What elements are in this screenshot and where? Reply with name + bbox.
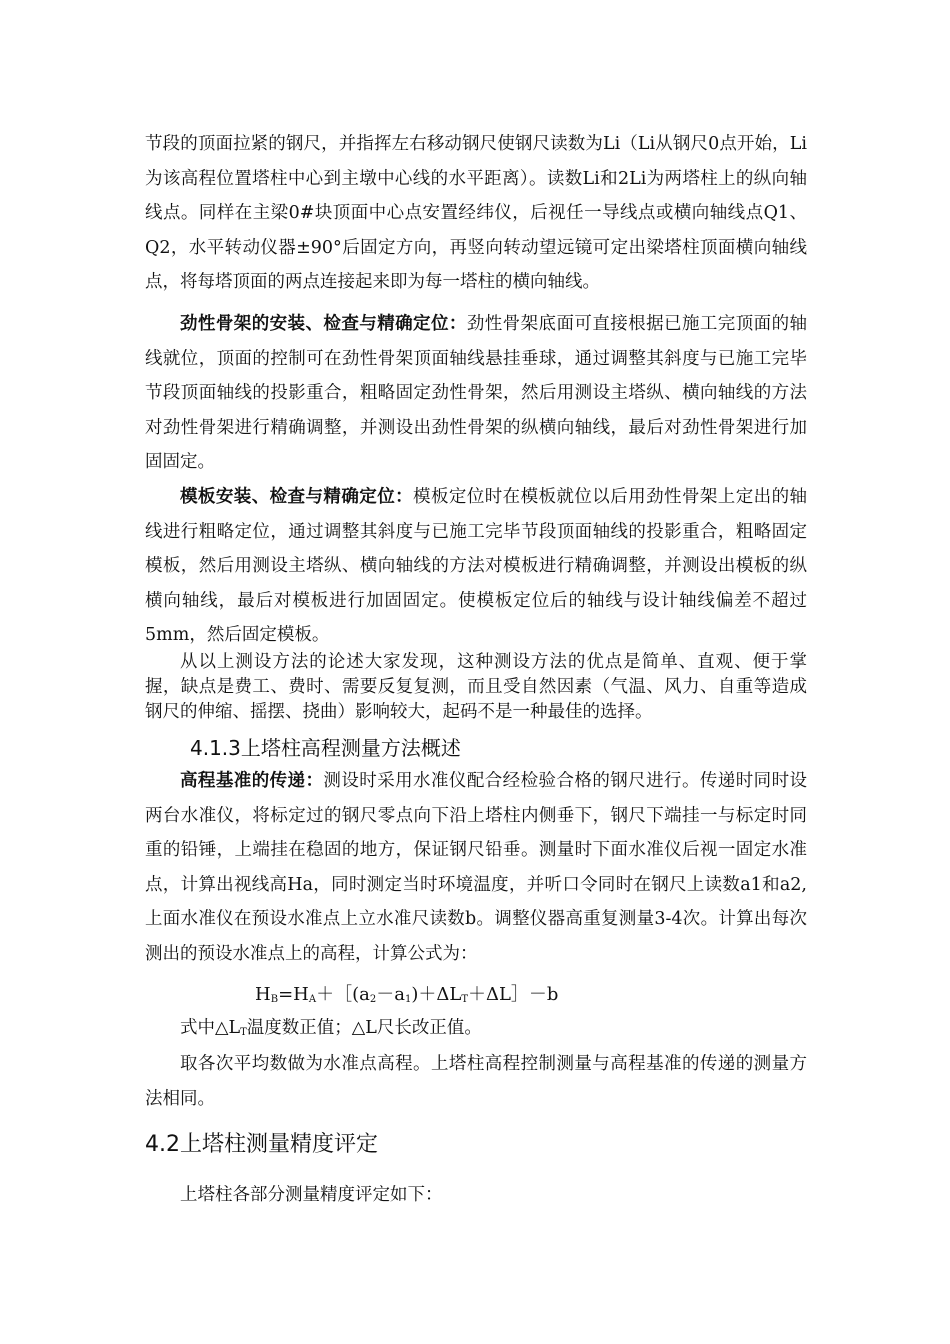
paragraph-text: 模板定位时在模板就位以后用劲性骨架上定出的轴线进行粗略定位，通过调整其斜度与已施工完毕节段顶面轴线的投影重合，粗略固定模板，然后用测设主塔纵、横向轴线的方法对模板进行精确调整，并测设出模板的纵横向轴线，最后对模板进行加固固定。使模板定位后的轴线与设计轴线偏差不超过5mm，然后固定模板。: [145, 487, 808, 646]
paragraph-accuracy-intro: [145, 1178, 807, 1213]
paragraph-evaluation: [145, 650, 807, 726]
paragraph-lead: 模板安装、检查与精确定位：: [180, 487, 414, 507]
paragraph-elevation-transfer: [145, 764, 807, 972]
paragraph-text: 劲性骨架底面可直接根据已施工完顶面的轴线就位，顶面的控制可在劲性骨架顶面轴线悬挂垂球，通过调整其斜度与已施工完毕节段顶面轴线的投影重合，粗略固定劲性骨架，然后用测设主塔纵、横向轴线的方法对劲性骨架进行精确调整，并测设出劲性骨架的纵横向轴线，最后对劲性骨架进行加固固定。: [145, 314, 808, 473]
paragraph-axis-points: [145, 127, 807, 300]
paragraph-text: 测设时采用水准仪配合经检验合格的钢尺进行。传递时同时设两台水准仪，将标定过的钢尺零点向下沿上塔柱内侧垂下，钢尺下端挂一与标定时同重的铅锤，上端挂在稳固的地方，保证钢尺铅垂。测量时下面水准仪后视一固定水准点，计算出视线高Ha，同时测定当时环境温度，并听口令同时在钢尺上读数a1和a2,上面水准仪在预设水准点上立水准尺读数b。调整仪器高重复测量3-4次。计算出每次测出的预设水准点上的高程，计算公式为：: [145, 771, 808, 964]
paragraph-text: 从以上测设方法的论述大家发现，这种测设方法的优点是简单、直观、便于掌握，缺点是费工、费时、需要反复复测，而且受自然因素（气温、风力、自重等造成钢尺的伸缩、摇摆、挠曲）影响较大，起码不是一种最佳的选择。: [145, 652, 807, 723]
paragraph-lead: 高程基准的传递：: [180, 771, 324, 791]
paragraph-correction-note: 式中$\triangle L_T$温度数正值；△L尺长改正值。: [180, 1018, 482, 1038]
paragraph-formwork: [145, 480, 807, 653]
paragraph-text: 上塔柱各部分测量精度评定如下：: [180, 1185, 443, 1205]
paragraph-text: 取各次平均数做为水准点高程。上塔柱高程控制测量与高程基准的传递的测量方法相同。: [145, 1054, 807, 1109]
paragraph-skeleton: [145, 307, 807, 480]
paragraph-lead: 劲性骨架的安装、检查与精确定位：: [180, 314, 467, 334]
paragraph-text: 节段的顶面拉紧的钢尺，并指挥左右移动钢尺使钢尺读数为Li（Li从钢尺0点开始，Li为该高程位置塔柱中心到主墩中心线的水平距离）。读数Li和2Li为两塔柱上的纵向轴线点。同样在主梁0#块顶面中心点安置经纬仪，后视任一导线点或横向轴线点Q1、Q2，水平转动仪器±90°后固定方向，再竖向转动望远镜可定出梁塔柱顶面横向轴线点，将每塔顶面的两点连接起来即为每一塔柱的横向轴线。: [145, 134, 807, 293]
elevation-formula: $H_B=H_A+[(a_2-a_1)+\Delta L_T+\Delta L]-b$: [255, 984, 559, 1005]
paragraph-average: [145, 1047, 807, 1116]
section-heading-4-2: 4.2上塔柱测量精度评定: [145, 1132, 378, 1157]
section-heading-4-1-3: 4.1.3上塔柱高程测量方法概述: [190, 736, 461, 760]
